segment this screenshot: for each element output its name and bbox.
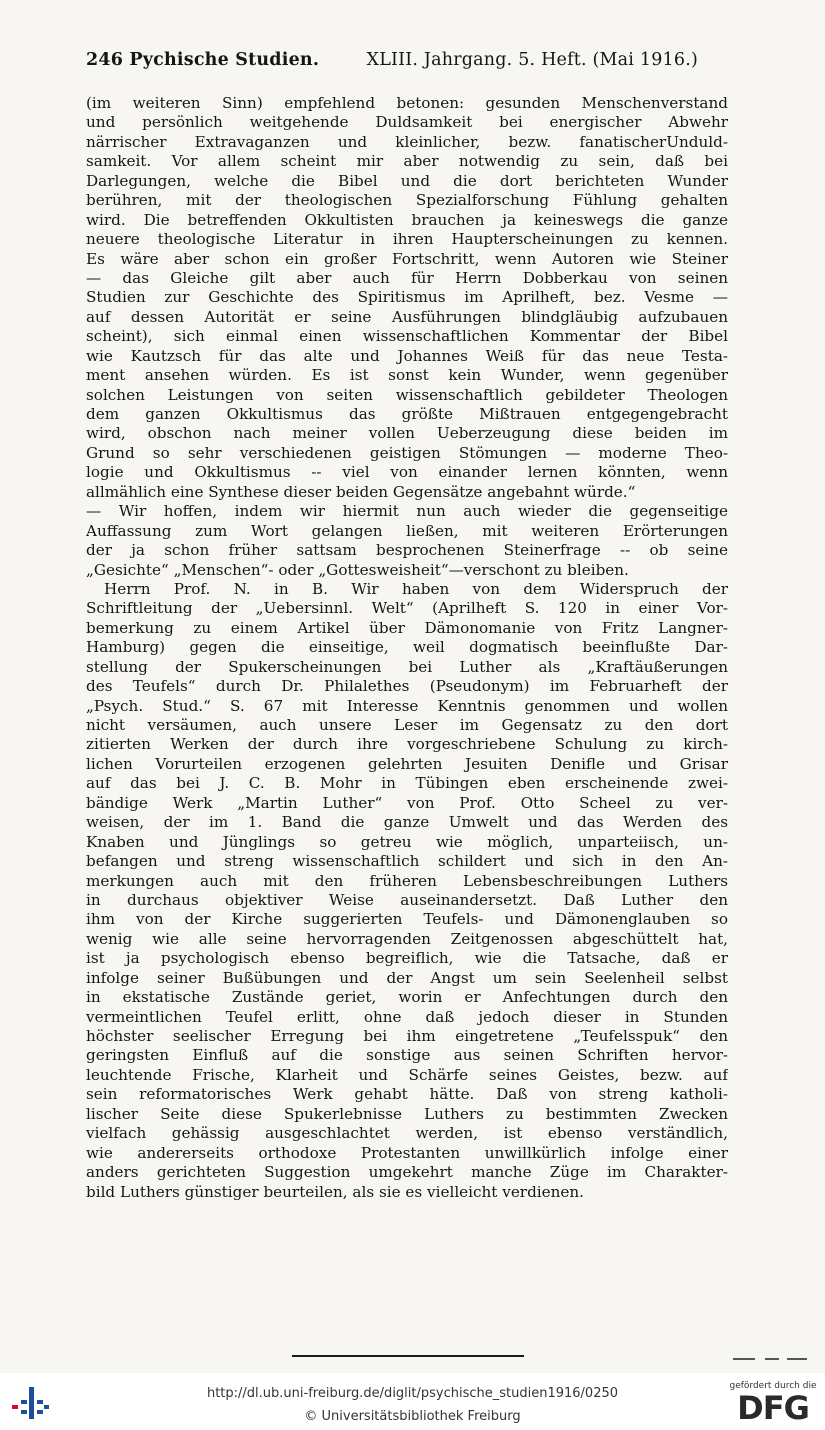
text-line: des Teufels“ durch Dr. Philalethes (Pseudonym) im Februarheft der <box>86 677 728 696</box>
source-url[interactable]: http://dl.ub.uni-freiburg.de/diglit/psychische_studien1916/0250 <box>206 1386 619 1401</box>
text-line: und persönlich weitgehende Duldsamkeit bei energischer Abwehr <box>86 113 728 132</box>
scan-marks <box>733 1358 813 1362</box>
text-line: in ekstatische Zustände geriet, worin er Anfechtungen durch den <box>86 988 728 1007</box>
page-body-text <box>86 94 728 1202</box>
text-line: lischer Seite diese Spukerlebnisse Luthers zu bestimmten Zwecken <box>86 1104 728 1123</box>
text-line: ist ja psychologisch ebenso begreiflich, wie die Tatsache, daß er <box>86 949 728 968</box>
text-line: (im weiteren Sinn) empfehlend betonen: gesunden Menschenverstand <box>86 94 728 112</box>
text-line: wenig wie alle seine hervorragenden Zeitgenossen abgeschüttelt hat, <box>86 929 728 948</box>
text-line: dem ganzen Okkultismus das größte Mißtrauen entgegengebracht <box>86 405 728 423</box>
text-line: Knaben und Jünglings so getreu wie möglich, unparteiisch, un- <box>86 832 728 851</box>
dfg-logo-text: DFG <box>737 1389 809 1427</box>
text-line: Grund so sehr verschiedenen geistigen Stömungen — moderne Theo- <box>86 443 728 462</box>
text-line: samkeit. Vor allem scheint mir aber notwendig zu sein, daß bei <box>86 152 728 171</box>
text-line: anders gerichteten Suggestion umgekehrt manche Züge im Charakter- <box>86 1163 728 1182</box>
text-line: auf das bei J. C. B. Mohr in Tübingen eben erscheinende zwei- <box>86 774 728 793</box>
text-line: Herrn Prof. N. in B. Wir haben von dem Widerspruch der <box>104 579 728 598</box>
text-line: „Gesichte“ „Menschen“- oder „Gottesweisheit“—verschont zu bleiben. <box>86 560 629 579</box>
dfg-logo <box>728 1381 818 1427</box>
text-line: Schriftleitung der „Uebersinnl. Welt“ (Aprilheft S. 120 in einer Vor- <box>86 599 728 618</box>
text-line: stellung der Spukerscheinungen bei Luther als „Kraftäußerungen <box>86 657 728 676</box>
dfg-caption: gefördert durch die <box>729 1381 817 1391</box>
copyright-notice: © Universitätsbibliothek Freiburg <box>304 1409 521 1424</box>
text-line: Darlegungen, welche die Bibel und die dort berichteten Wunder <box>86 171 728 190</box>
text-line: geringsten Einfluß auf die sonstige aus seinen Schriften hervor- <box>86 1046 728 1065</box>
text-line: zitierten Werken der durch ihre vorgeschriebene Schulung zu kirch- <box>86 735 728 754</box>
text-line: — das Gleiche gilt aber auch für Herrn Dobberkau von seinen <box>86 268 728 287</box>
end-rule <box>292 1355 524 1357</box>
text-line: leuchtende Frische, Klarheit und Schärfe seines Geistes, bezw. auf <box>86 1065 728 1084</box>
text-line: berühren, mit der theologischen Spezialforschung Fühlung gehalten <box>86 191 728 210</box>
text-line: „Psych. Stud.“ S. 67 mit Interesse Kenntnis genommen und wollen <box>86 696 728 715</box>
text-line: wie Kautzsch für das alte und Johannes Weiß für das neue Testa- <box>86 346 728 365</box>
text-line: närrischer Extravaganzen und kleinlicher, bezw. fanatischerUnduld- <box>86 132 728 151</box>
text-line: logie und Okkultismus -- viel von einander lernen könnten, wenn <box>86 463 728 482</box>
running-header <box>86 50 698 70</box>
viewer-footer <box>0 1373 825 1430</box>
text-line: Studien zur Geschichte des Spiritismus im Aprilheft, bez. Vesme — <box>86 288 728 307</box>
text-line: merkungen auch mit den früheren Lebensbeschreibungen Luthers <box>86 871 728 890</box>
header-left: 246 Pychische Studien. <box>86 50 320 70</box>
text-line: nicht versäumen, auch unsere Leser im Gegensatz zu den dort <box>86 716 728 734</box>
text-line: der ja schon früher sattsam besprochenen Steinerfrage -- ob seine <box>86 541 728 560</box>
text-line: befangen und streng wissenschaftlich schildert und sich in den An- <box>86 852 728 871</box>
text-line: bemerkung zu einem Artikel über Dämonomanie von Fritz Langner- <box>86 618 728 637</box>
text-line: — Wir hoffen, indem wir hiermit nun auch wieder die gegenseitige <box>86 502 728 521</box>
text-line: auf dessen Autorität er seine Ausführungen blindgläubig aufzubauen <box>86 307 728 326</box>
text-line: ihm von der Kirche suggerierten Teufels- und Dämonenglauben so <box>86 910 728 929</box>
text-line: Auffassung zum Wort gelangen ließen, mit weiteren Erörterungen <box>86 521 728 540</box>
text-line: sein reformatorisches Werk gehabt hätte. Daß von streng katholi- <box>86 1085 728 1104</box>
text-line: neuere theologische Literatur in ihren Haupterscheinungen zu kennen. <box>86 230 728 249</box>
text-line: scheint), sich einmal einen wissenschaftlichen Kommentar der Bibel <box>86 327 728 346</box>
text-line: höchster seelischer Erregung bei ihm eingetretene „Teufelsspuk“ den <box>86 1027 728 1045</box>
text-line: wird, obschon nach meiner vollen Ueberzeugung diese beiden im <box>86 424 728 443</box>
text-line: infolge seiner Bußübungen und der Angst um sein Seelenheil selbst <box>86 968 728 987</box>
text-line: lichen Vorurteilen erzogenen gelehrten Jesuiten Denifle und Grisar <box>86 754 728 773</box>
text-line: bild Luthers günstiger beurteilen, als sie es vielleicht verdienen. <box>86 1182 585 1201</box>
text-line: allmählich eine Synthese dieser beiden Gegensätze angebahnt würde.“ <box>86 482 636 501</box>
text-line: Es wäre aber schon ein großer Fortschritt, wenn Autoren wie Steiner <box>86 249 728 268</box>
text-line: Hamburg) gegen die einseitige, weil dogmatisch beeinflußte Dar- <box>86 638 728 657</box>
text-line: ment ansehen würden. Es ist sonst kein Wunder, wenn gegenüber <box>86 366 728 385</box>
text-line: vielfach gehässig ausgeschlachtet werden, ist ebenso verständlich, <box>86 1124 728 1143</box>
text-line: wie andererseits orthodoxe Protestanten unwillkürlich infolge einer <box>86 1143 728 1162</box>
text-line: wird. Die betreffenden Okkultisten brauchen ja keineswegs die ganze <box>86 210 728 229</box>
text-line: weisen, der im 1. Band die ganze Umwelt und das Werden des <box>86 813 728 832</box>
text-line: solchen Leistungen von seiten wissenschaftlich gebildeter Theologen <box>86 385 728 404</box>
text-line: in durchaus objektiver Weise auseinandersetzt. Daß Luther den <box>86 890 728 909</box>
header-right: XLIII. Jahrgang. 5. Heft. (Mai 1916.) <box>366 50 698 70</box>
text-line: vermeintlichen Teufel erlitt, ohne daß jedoch dieser in Stunden <box>86 1007 728 1026</box>
text-line: bändige Werk „Martin Luther“ von Prof. Otto Scheel zu ver- <box>86 793 728 812</box>
